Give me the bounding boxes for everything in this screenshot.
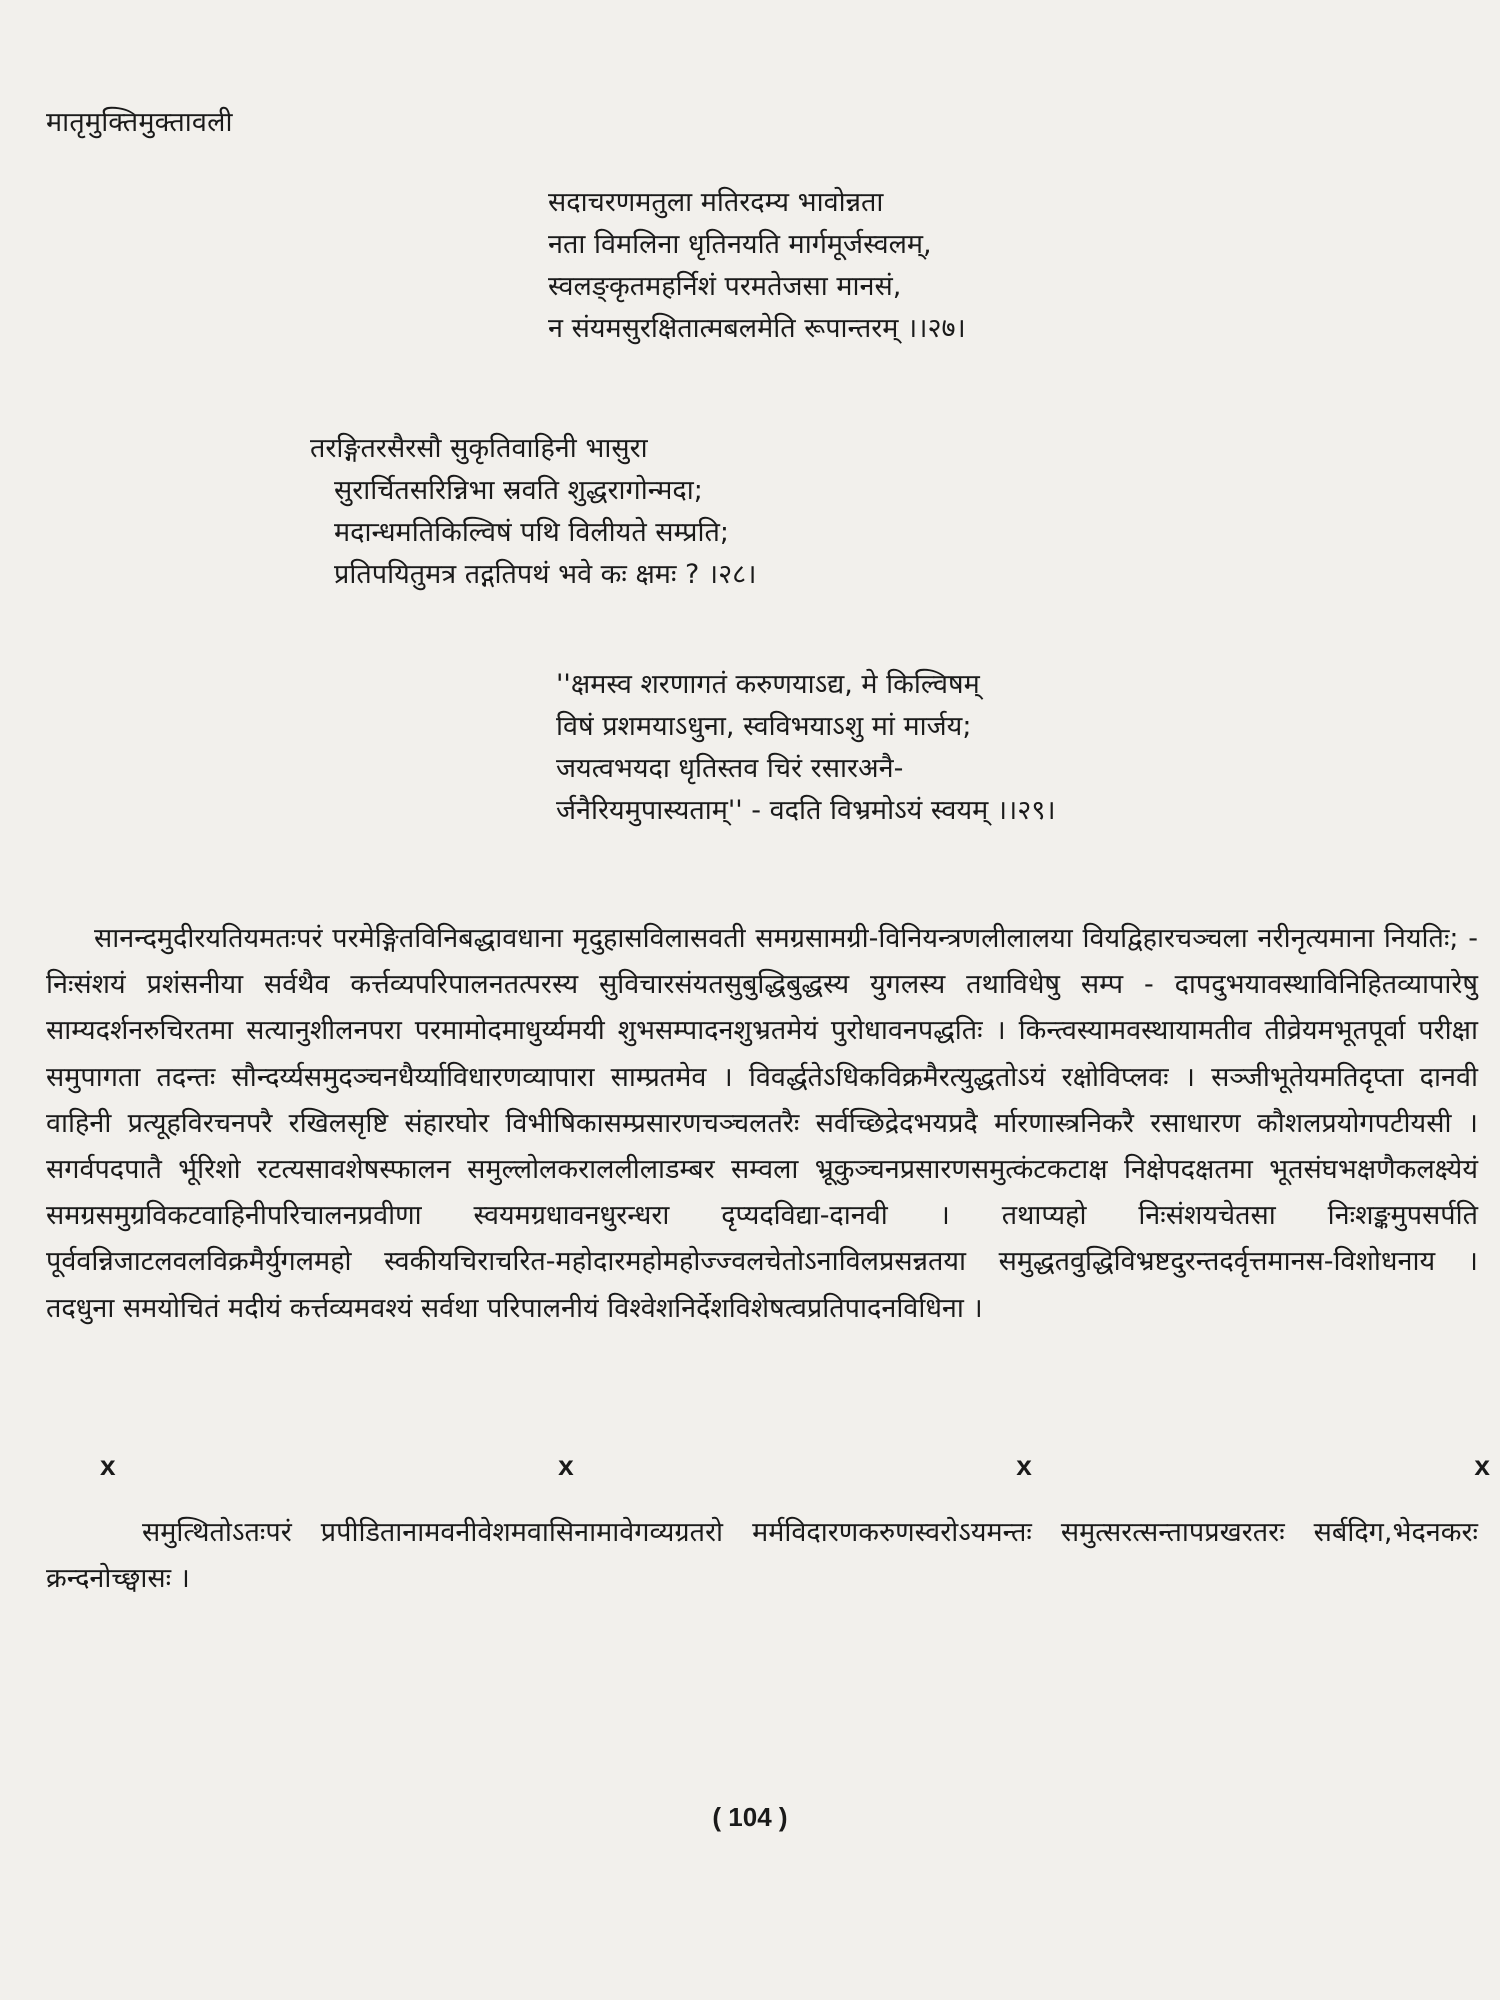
verse-line: सदाचरणमतुला मतिरदम्य भावोन्नता [548, 187, 884, 218]
verse-line: र्जनैरियमुपास्यताम्'' - वदति विभ्रमोऽयं स्वयम् ।।२९। [556, 795, 1056, 826]
running-title: मातृमुक्तिमुक्तावली [46, 107, 233, 138]
verse-29 [556, 664, 1056, 832]
verse-line: विषं प्रशमयाऽधुना, स्वविभयाऽशु मां मार्जय; [556, 711, 972, 742]
verse-line: जयत्वभयदा धृतिस्तव चिरं रसारअनै- [556, 753, 904, 784]
prose-paragraph: समुत्थितोऽतःपरं प्रपीडितानामवनीवेशमवासिनामावेगव्यग्रतरो मर्मविदारणकरुणस्वरोऽयमन्तः समुत्सरत्सन्तापप्रखरतरः सर्बदिग,भेदनकरः क्रन्दनोच्छ्वासः । [46, 1517, 1478, 1595]
separator-mark: x [1016, 1450, 1032, 1481]
verse-line: नता विमलिना धृतिनयति मार्गमूर्जस्वलम्, [548, 229, 932, 260]
verse-28 [310, 428, 756, 596]
separator-mark: x [100, 1450, 116, 1481]
verse-line: ''क्षमस्व शरणागतं करुणयाऽद्य, मे किल्विषम् [556, 669, 980, 700]
separator-mark: x [1474, 1450, 1490, 1481]
verse-27 [548, 182, 966, 350]
verse-line: स्वलङ्कृतमहर्निशं परमतेजसा मानसं, [548, 271, 902, 302]
verse-line: न संयमसुरक्षितात्मबलमेति रूपान्तरम् ।।२७। [548, 313, 966, 344]
prose-paragraph: सानन्दमुदीरयतियमतःपरं परमेङ्गितविनिबद्धावधाना मृदुहासविलासवती समग्रसामग्री-विनियन्त्रणलीलालया वियद्विहारचञ्चला नरीनृत्यमाना नियतिः; - निःसंशयं प्रशंसनीया सर्वथैव कर्त्तव्यपरिपालनतत्परस्य सुविचारसंयतसुबुद्धिबुद्धस्य युगलस्य तथाविधेषु सम्प - दापदुभयावस्थाविनिहितव्यापारेषु साम्यदर्शनरुचिरतमा सत्यानुशीलनपरा परमामोदमाधुर्य्यमयी शुभसम्पादनशुभ्रतमेयं पुरोधावनपद्धतिः । किन्त्वस्यामवस्थायामतीव तीव्रेयमभूतपूर्वा परीक्षा समुपागता तदन्तः सौन्दर्य्यसमुदञ्चनधैर्य्याविधारणव्यापारा साम्प्रतमेव । विवर्द्धतेऽधिकविक्रमैरत्युद्धतोऽयं रक्षोविप्लवः । सञ्जीभूतेयमतिदृप्ता दानवी वाहिनी प्रत्यूहविरचनपरै रखिलसृष्टि संहारघोर विभीषिकासम्प्रसारणचञ्चलतरैः सर्वच्छिद्रेदभयप्रदै र्मारणास्त्रनिकरै रसाधारण कौशलप्रयोगपटीयसी । सगर्वपदपातै र्भूरिशो रटत्यसावशेषस्फालन समुल्लोलकराललीलाडम्बर सम्वला भ्रूकुञ्चनप्रसारणसमुत्कंटकटाक्ष निक्षेपदक्षतमा भूतसंघभक्षणैकलक्ष्येयं समग्रसमुग्रविकटवाहिनीपरिचालनप्रवीणा स्वयमग्रधावनधुरन्धरा दृप्यदविद्या-दानवी । तथाप्यहो निःसंशयचेतसा निःशङ्कमुपसर्पति पूर्ववन्निजाटलवलविक्रमैर्युगलमहो स्वकीयचिराचरित-महोदारमहोमहोज्ज्वलचेतोऽनाविलप्रसन्नतया समुद्धतवुद्धिविभ्रष्टदुरन्तदर्वृत्तमानस-विशोधनाय । तदधुना समयोचितं मदीयं कर्त्तव्यमवश्यं सर्वथा परिपालनीयं विश्वेशनिर्देशविशेषत्वप्रतिपादनविधिना । [46, 923, 1478, 1324]
verse-line: सुरार्चितसरिन्निभा स्रवति शुद्धरागोन्मदा; [334, 475, 703, 506]
page-number: ( 104 ) [712, 1802, 788, 1832]
verse-line: तरङ्गितरसैरसौ सुकृतिवाहिनी भासुरा [310, 433, 648, 464]
verse-line: मदान्धमतिकिल्विषं पथि विलीयते सम्प्रति; [334, 517, 729, 548]
separator-mark: x [558, 1450, 574, 1481]
section-separator [100, 1450, 1490, 1482]
verse-line: प्रतिपयितुमत्र तद्गतिपथं भवे कः क्षमः ? ।२८। [334, 559, 757, 590]
